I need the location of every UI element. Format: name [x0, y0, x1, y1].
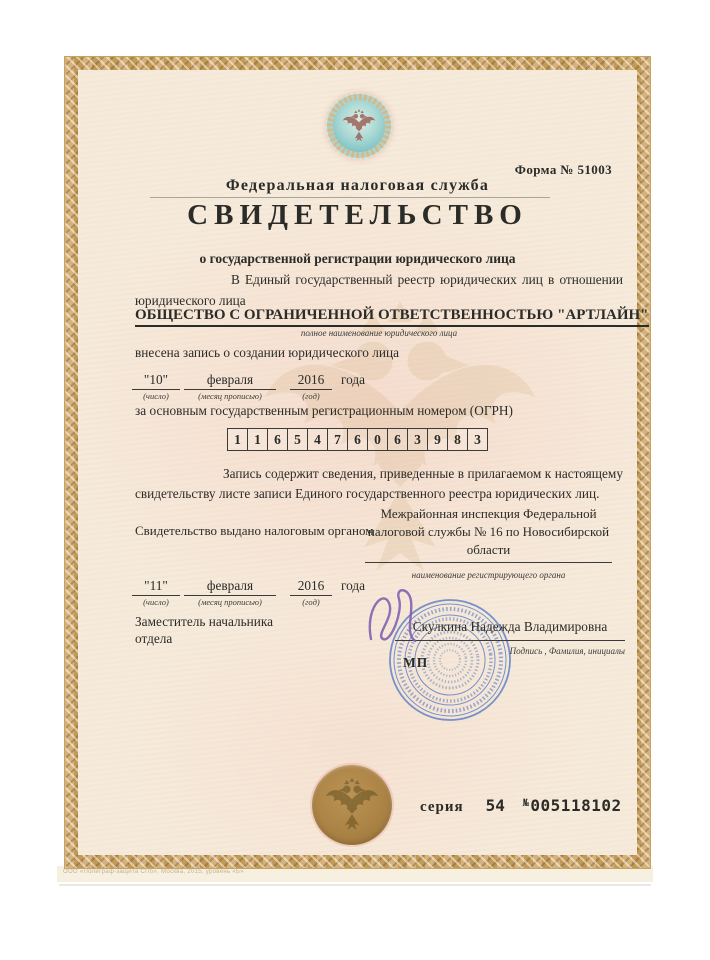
company-caption: полное наименование юридического лица [300, 328, 458, 338]
registration-month-field [187, 372, 273, 401]
ogrn-digit: 0 [368, 429, 388, 450]
series-region: 54 [485, 796, 505, 815]
registration-year-field [293, 372, 329, 401]
official-name: Скулкина Надежда Владимировна [412, 619, 608, 634]
ogrn-number-boxes [227, 428, 488, 451]
issue-month-field [187, 578, 273, 607]
day-caption: (число) [143, 597, 169, 607]
certificate-sheet [57, 20, 653, 888]
agency-name: Федеральная налоговая служба [225, 177, 490, 194]
authority-name-line: Межрайонная инспекция Федеральной [380, 506, 597, 521]
ogrn-digit: 1 [228, 429, 248, 450]
printer-imprint: ООО «Полиграф-защита СПб», Москва, 2015, уровень «Б» [63, 869, 244, 875]
document-subtitle: о государственной регистрации юридического лица [199, 251, 516, 266]
issue-date-row [135, 578, 365, 607]
issue-day: "11" [132, 578, 180, 596]
issue-day-field [135, 578, 177, 607]
form-number: Форма № 51003 [514, 162, 612, 177]
hologram-core [333, 100, 385, 152]
issued-by-label: Свидетельство выдано налоговым органом [135, 523, 374, 538]
registering-authority [365, 505, 612, 563]
position-line: Заместитель начальника [135, 614, 274, 629]
series-label: серия [420, 799, 464, 815]
number-digits: 005118102 [530, 796, 622, 815]
issue-year: 2016 [290, 578, 332, 596]
ogrn-digit: 4 [308, 429, 328, 450]
ogrn-digit: 3 [474, 431, 481, 447]
ogrn-digit: 9 [428, 429, 448, 450]
registration-date-row [135, 372, 365, 401]
official-signature [363, 581, 435, 653]
hologram-eagle-icon [341, 108, 377, 144]
authority-name-line: области [466, 542, 511, 557]
seal-eagle-icon [323, 776, 381, 834]
ogrn-digit: 5 [288, 429, 308, 450]
month-caption: (месяц прописью) [198, 597, 262, 607]
series-number-line [420, 796, 622, 816]
registration-month: февраля [184, 372, 276, 390]
registration-day: "10" [132, 372, 180, 390]
record-note: Запись содержит сведения, приведенные в прилагаемом к настоящему свидетельству листе записи Единого государственного реестра юридических лиц. [135, 466, 623, 501]
document-title: СВИДЕТЕЛЬСТВО [187, 199, 528, 231]
authority-caption: наименование регистрирующего органа [411, 570, 566, 580]
intro-paragraph: В Единый государственный реестр юридических лиц в отношении юридического лица [135, 272, 623, 308]
ogrn-digit: 3 [408, 429, 428, 450]
ogrn-digit: 6 [348, 429, 368, 450]
header-divider [150, 197, 550, 198]
company-name-line [135, 306, 649, 327]
number-sign: № [522, 798, 530, 809]
company-name: ОБЩЕСТВО С ОГРАНИЧЕННОЙ ОТВЕТСТВЕННОСТЬЮ "АРТЛАЙН" [135, 307, 649, 327]
ogrn-digit: 6 [268, 429, 288, 450]
signature-caption: Подпись , Фамилия, инициалы [509, 646, 625, 656]
year-suffix: года [341, 372, 366, 387]
ogrn-digit: 1 [248, 429, 268, 450]
registration-day-field [135, 372, 177, 401]
sheet-edge-shadow [59, 884, 651, 886]
ogrn-digit: 7 [328, 429, 348, 450]
ogrn-digit: 6 [388, 429, 408, 450]
day-caption: (число) [143, 391, 169, 401]
month-caption: (месяц прописью) [198, 391, 262, 401]
coat-of-arms-hologram-icon [325, 92, 393, 160]
stamp-place-label: МП [403, 655, 429, 670]
year-suffix: года [341, 578, 366, 593]
embossed-gold-seal-icon [312, 765, 392, 845]
issue-month: февраля [184, 578, 276, 596]
issue-year-field [293, 578, 329, 607]
year-caption: (год) [302, 391, 320, 401]
position-line: отдела [135, 631, 173, 646]
registration-year: 2016 [290, 372, 332, 390]
ogrn-digit: 8 [448, 429, 468, 450]
record-created-line: внесена запись о создании юридического лица [135, 345, 400, 360]
certificate-frame [65, 57, 650, 868]
year-caption: (год) [302, 597, 320, 607]
official-position [135, 613, 273, 647]
ogrn-label: за основным государственным регистрационным номером (ОГРН) [135, 403, 513, 418]
certificate-number [523, 796, 622, 815]
authority-name-line: налоговой службы № 16 по Новосибирской [367, 524, 610, 539]
